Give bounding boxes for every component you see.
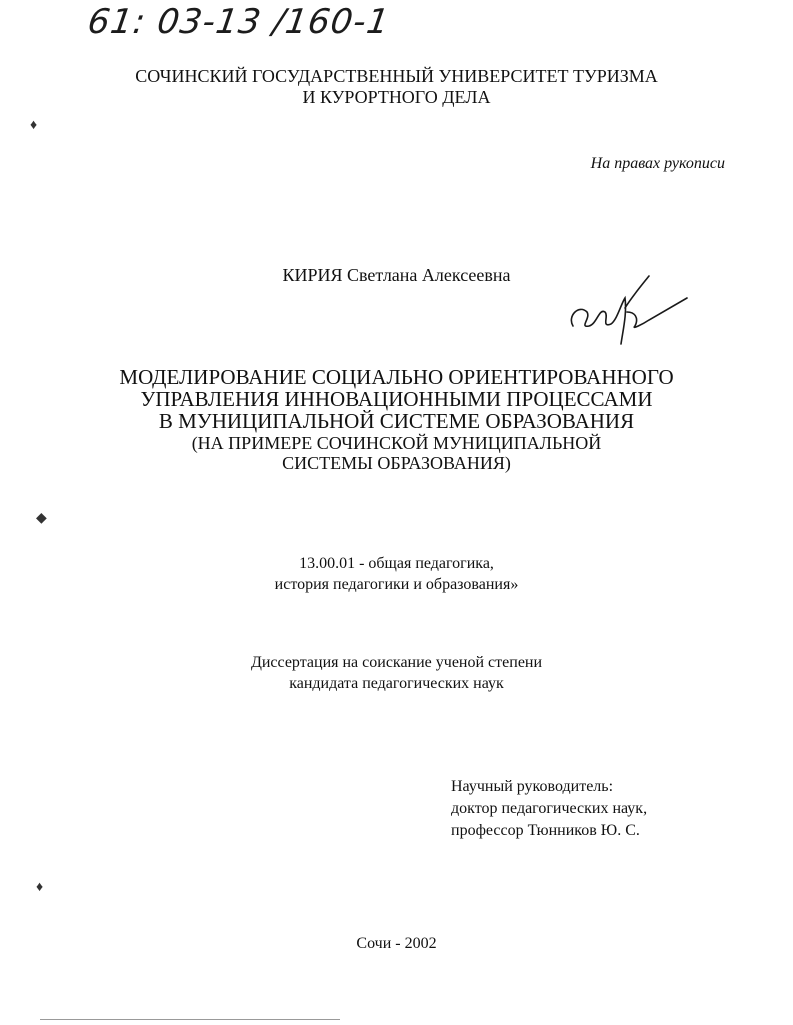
- title-line-5: СИСТЕМЫ ОБРАЗОВАНИЯ): [282, 453, 511, 473]
- university-line-2: И КУРОРТНОГО ДЕЛА: [302, 87, 491, 107]
- title-line-1: МОДЕЛИРОВАНИЕ СОЦИАЛЬНО ОРИЕНТИРОВАННОГО: [119, 365, 674, 389]
- manuscript-note: На правах рукописи: [590, 155, 725, 172]
- advisor-line-3: профессор Тюнников Ю. С.: [451, 822, 640, 839]
- dissertation-subtitle: [0, 433, 793, 473]
- title-line-2: УПРАВЛЕНИЯ ИННОВАЦИОННЫМИ ПРОЦЕССАМИ: [140, 387, 653, 411]
- scan-speck-icon: ♦: [30, 118, 38, 133]
- place-year: Сочи - 2002: [356, 935, 437, 952]
- advisor-line-2: доктор педагогических наук,: [451, 800, 648, 817]
- degree-statement: [0, 652, 793, 694]
- university-name: [0, 66, 793, 108]
- degree-line-2: кандидата педагогических наук: [289, 675, 504, 692]
- author-name: КИРИЯ Светлана Алексеевна: [282, 265, 511, 285]
- scan-edge-line: [40, 1019, 340, 1020]
- degree-line-1: Диссертация на соискание ученой степени: [250, 654, 543, 671]
- university-line-1: СОЧИНСКИЙ ГОСУДАРСТВЕННЫЙ УНИВЕРСИТЕТ ТУРИЗМА: [135, 66, 658, 86]
- signature: [565, 268, 695, 353]
- catalog-number: 61: 03-13 /160-1: [85, 2, 393, 42]
- title-line-4: (НА ПРИМЕРЕ СОЧИНСКОЙ МУНИЦИПАЛЬНОЙ: [191, 433, 602, 453]
- specialty-line-2: история педагогики и образования»: [274, 576, 519, 593]
- scan-speck-icon: ◆: [36, 511, 47, 526]
- dissertation-title: [0, 366, 793, 432]
- scientific-advisor: [451, 776, 647, 842]
- specialty: [0, 553, 793, 595]
- advisor-line-1: Научный руководитель:: [451, 778, 614, 795]
- specialty-line-1: 13.00.01 - общая педагогика,: [299, 555, 494, 572]
- scan-speck-icon: ♦: [36, 880, 44, 895]
- signature-graphic: [565, 268, 695, 348]
- title-line-3: В МУНИЦИПАЛЬНОЙ СИСТЕМЕ ОБРАЗОВАНИЯ: [158, 409, 635, 433]
